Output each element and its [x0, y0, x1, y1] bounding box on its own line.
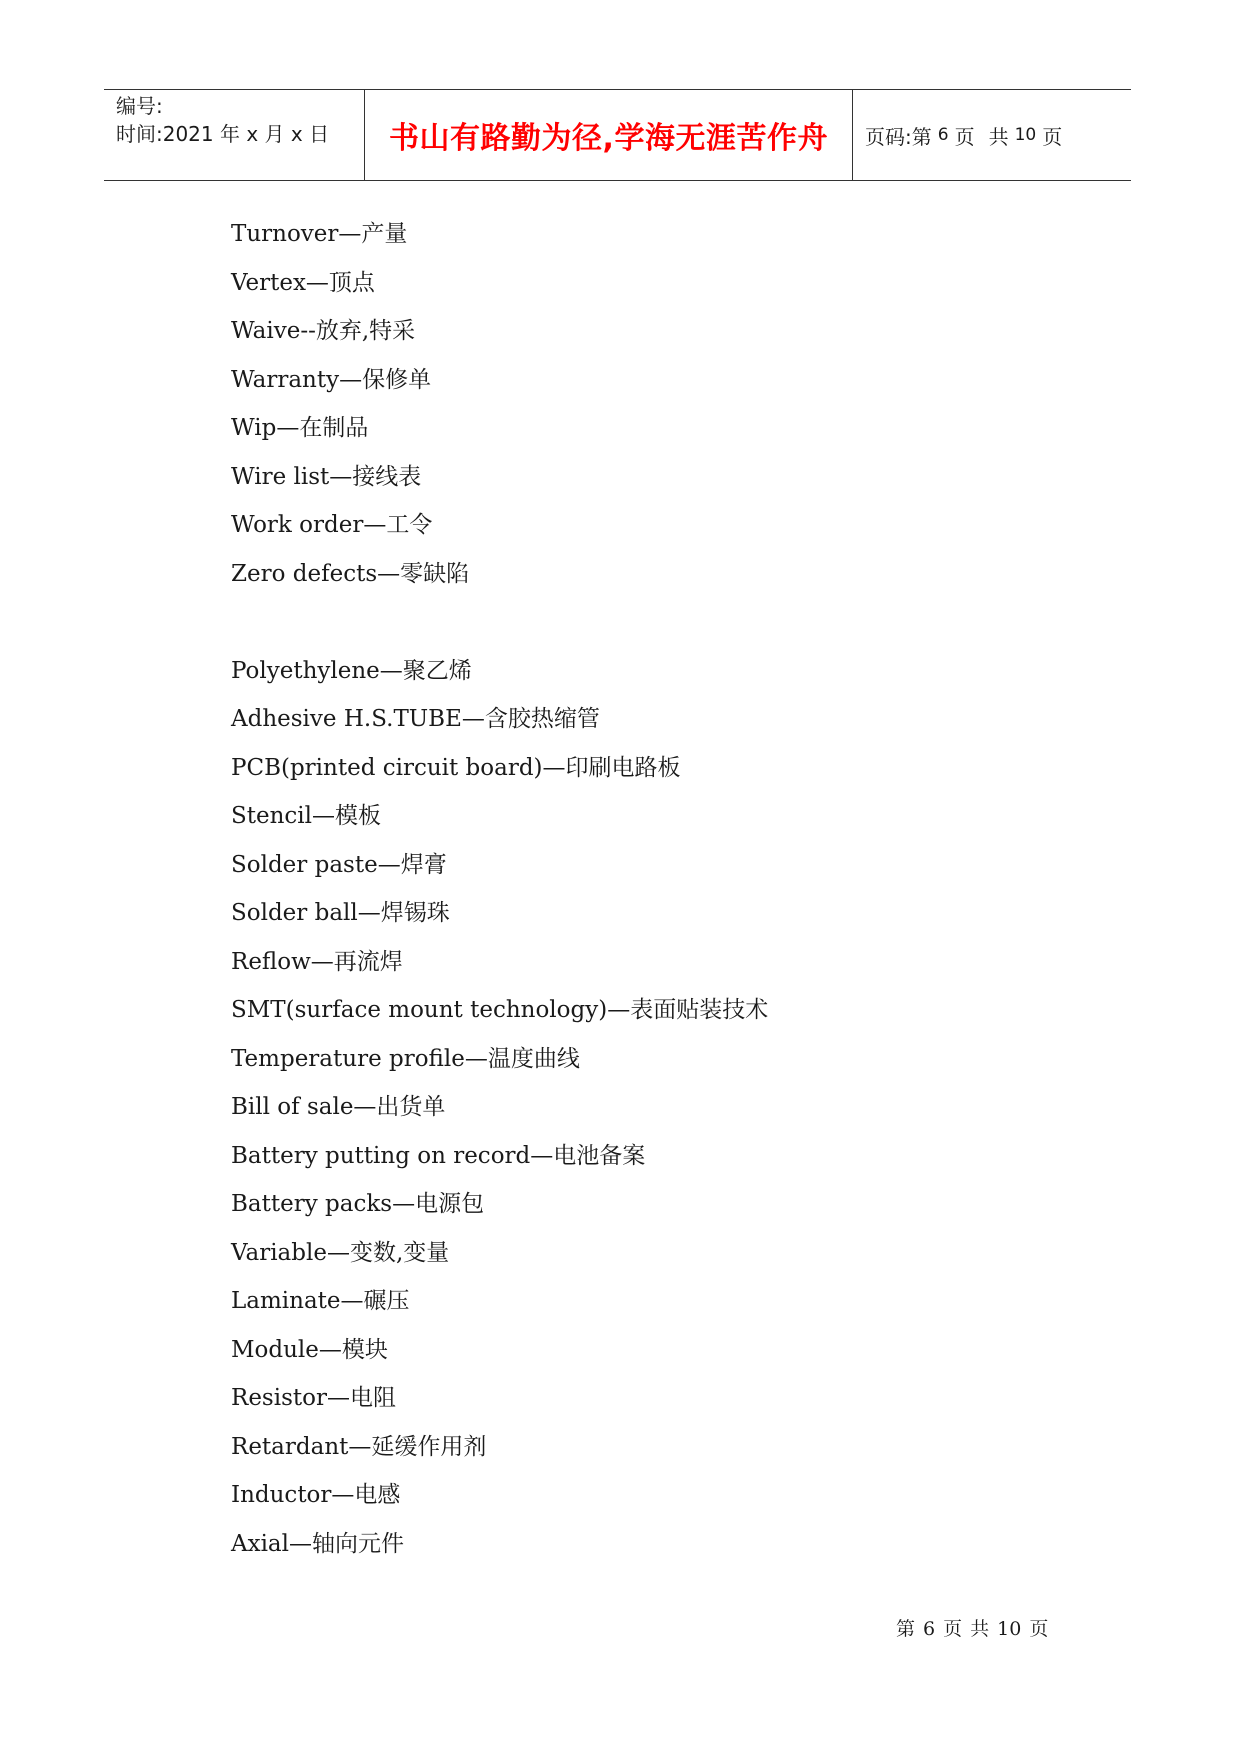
- list-item: Axial—轴向元件: [231, 1530, 405, 1557]
- page-label-prefix: 页码:第: [865, 124, 932, 149]
- list-item: Module—模块: [231, 1336, 388, 1363]
- list-item: Variable—变数,变量: [231, 1239, 450, 1266]
- total-unit: 页: [1042, 124, 1063, 149]
- list-item: Solder ball—焊锡珠: [231, 900, 450, 926]
- header-meta-cell: [104, 90, 365, 180]
- list-item: Work order—工令: [231, 512, 433, 538]
- list-item: Turnover—产量: [231, 221, 408, 247]
- list-item: Solder paste—焊膏: [231, 851, 447, 878]
- list-item: Reflow—再流焊: [231, 948, 403, 975]
- list-item: SMT(surface mount technology)—表面贴装技术: [231, 997, 769, 1023]
- footer-unit: 页: [943, 1618, 963, 1640]
- header-page-cell: [853, 90, 1131, 180]
- list-item: Battery putting on record—电池备案: [231, 1142, 646, 1169]
- motto-text: 书山有路勤为径,学海无涯苦作舟: [389, 121, 828, 156]
- page-total: 10: [1014, 125, 1037, 145]
- list-item: Polyethylene—聚乙烯: [231, 657, 472, 684]
- list-item: PCB(printed circuit board)—印刷电路板: [231, 754, 681, 781]
- page-header: [104, 89, 1131, 181]
- total-prefix: 共: [988, 124, 1009, 149]
- footer-total: 10: [997, 1618, 1022, 1640]
- time-label: 时间:2021 年 x 月 x 日: [116, 122, 330, 146]
- list-item: Bill of sale—出货单: [231, 1094, 446, 1120]
- glossary-list: [231, 216, 768, 1574]
- list-item: Battery packs—电源包: [231, 1191, 485, 1217]
- list-item: Temperature profile—温度曲线: [231, 1045, 580, 1072]
- footer-total-unit: 页: [1029, 1618, 1049, 1640]
- list-item: Wire list—接线表: [231, 463, 422, 490]
- list-item: Zero defects—零缺陷: [231, 560, 470, 587]
- page-unit: 页: [954, 124, 975, 149]
- page-current: 6: [937, 125, 949, 145]
- page-footer: [896, 1614, 1056, 1641]
- footer-prefix: 第: [896, 1618, 916, 1640]
- list-item: Resistor—电阻: [231, 1385, 396, 1411]
- list-item: Vertex—顶点: [231, 269, 375, 296]
- number-label: 编号:: [116, 94, 163, 118]
- list-item: Retardant—延缓作用剂: [231, 1433, 487, 1460]
- list-item: Laminate—碾压: [231, 1288, 410, 1314]
- footer-total-prefix: 共: [970, 1618, 990, 1640]
- footer-current: 6: [923, 1618, 936, 1640]
- list-item: Inductor—电感: [231, 1482, 401, 1508]
- list-item: Warranty—保修单: [231, 366, 432, 393]
- list-item: Wip—在制品: [231, 415, 369, 441]
- list-item: Waive--放弃,特采: [231, 318, 416, 344]
- list-item: Stencil—模板: [231, 803, 382, 829]
- list-item: Adhesive H.S.TUBE—含胶热缩管: [231, 706, 600, 732]
- blank-line: [231, 604, 768, 653]
- header-motto-cell: [365, 90, 853, 180]
